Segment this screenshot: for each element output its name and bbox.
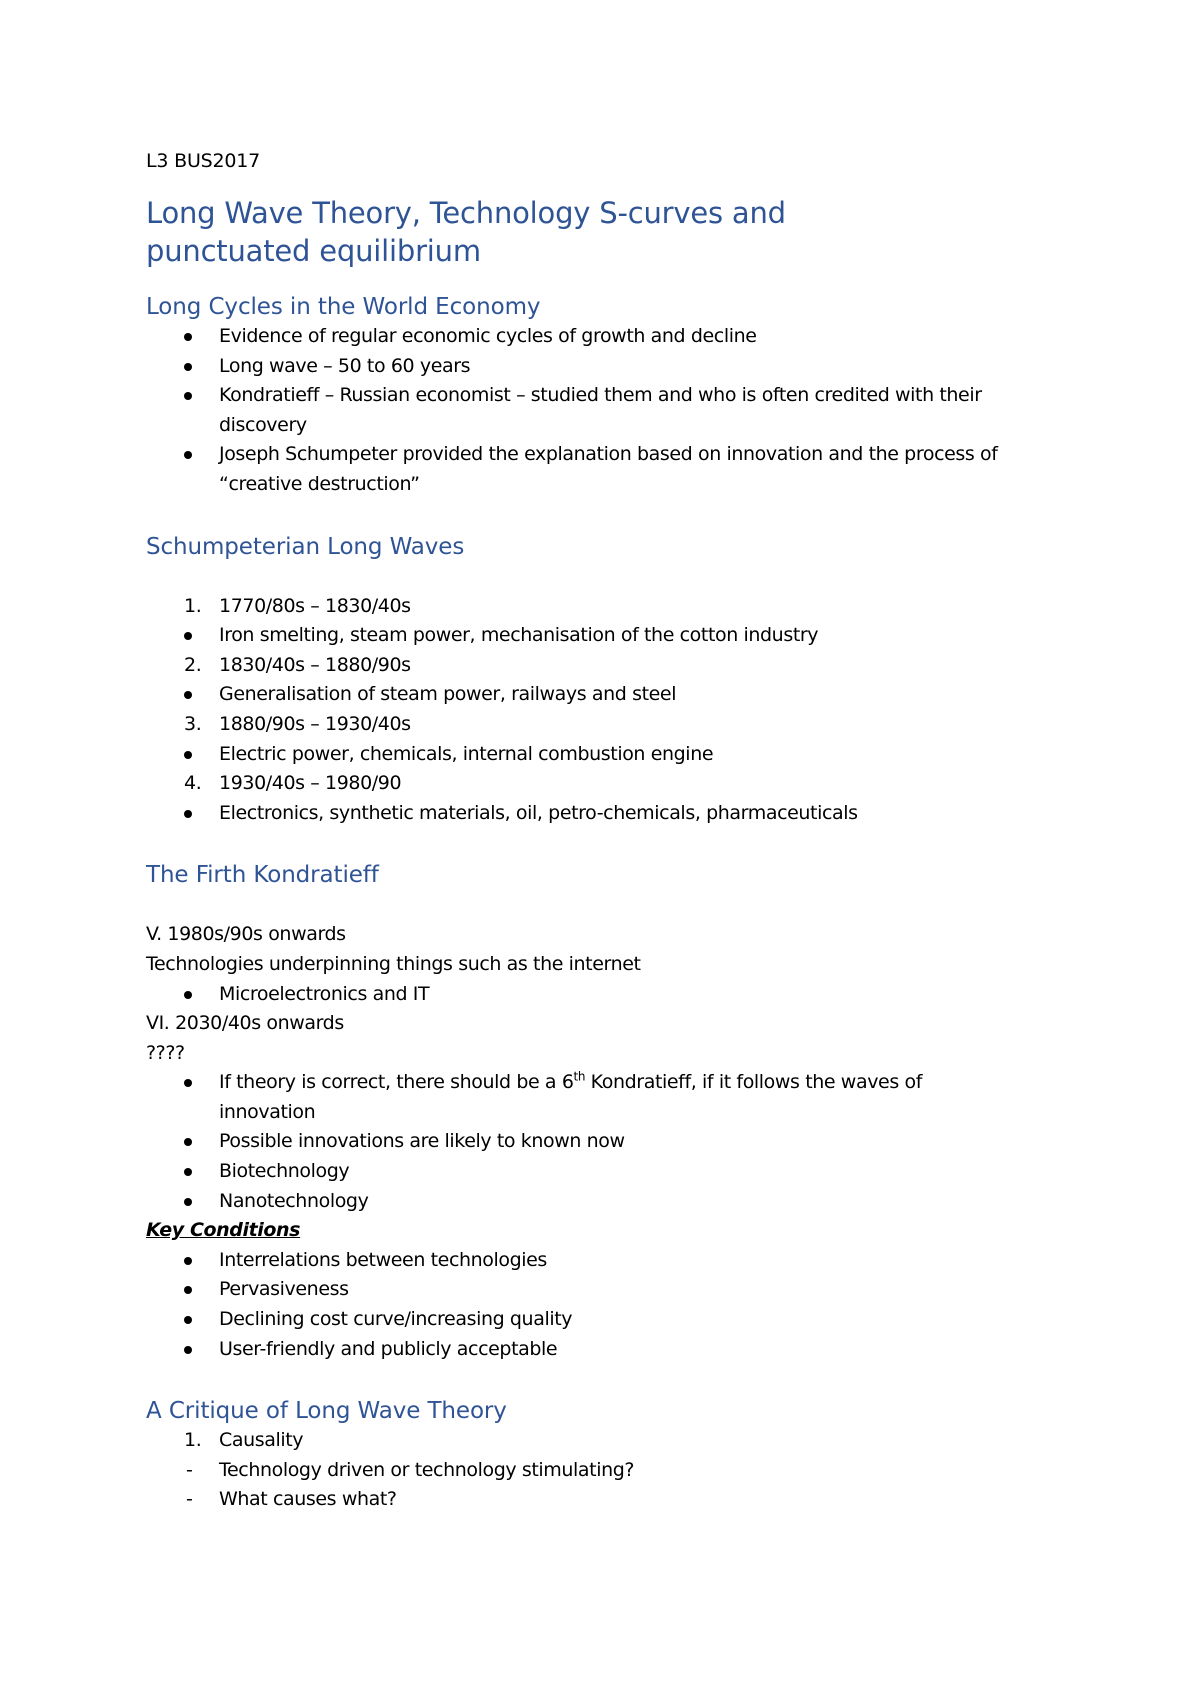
list-item: [146, 1246, 1066, 1276]
list-item: [146, 651, 1066, 681]
list-item: [146, 980, 1066, 1010]
list-item-text: Generalisation of steam power, railways and steel: [219, 683, 677, 706]
paragraph-question-marks: ????: [146, 1041, 185, 1064]
list-item-text: Possible innovations are likely to known now: [219, 1130, 625, 1153]
list-item-text: Joseph Schumpeter provided the explanation based on innovation and the process of: [219, 443, 998, 466]
list-item: [146, 322, 1066, 352]
section-heading-fifth-kondratieff: The Firth Kondratieff: [146, 862, 379, 889]
list-item-text: Long wave – 50 to 60 years: [219, 354, 471, 377]
list-item-text: Microelectronics and IT: [219, 982, 430, 1005]
list-number: 4.: [184, 772, 202, 795]
schumpeterian-list: [146, 592, 1066, 829]
list-item-text: Technology driven or technology stimulating?: [219, 1458, 635, 1481]
list-item-text: discovery: [219, 413, 307, 436]
list-item-text: Biotechnology: [219, 1160, 350, 1183]
list-item: [146, 592, 1066, 622]
list-item: [146, 1456, 1066, 1486]
list-item-text: Causality: [219, 1429, 304, 1452]
superscript: th: [573, 1069, 586, 1084]
list-item-text: Nanotechnology: [219, 1189, 369, 1212]
document-title-line-2: punctuated equilibrium: [146, 234, 481, 268]
list-item-continuation: [146, 1098, 1066, 1128]
list-item: [146, 352, 1066, 382]
long-cycles-list: [146, 322, 1066, 500]
list-item: [146, 680, 1066, 710]
list-item-text: Pervasiveness: [219, 1278, 349, 1301]
list-item: [146, 440, 1066, 470]
list-item: [146, 710, 1066, 740]
list-item: [146, 1485, 1066, 1515]
section-heading-critique: A Critique of Long Wave Theory: [146, 1398, 507, 1425]
list-item-text: 1930/40s – 1980/90: [219, 772, 402, 795]
paragraph-wave-vi: VI. 2030/40s onwards: [146, 1012, 344, 1035]
list-item: [146, 381, 1066, 411]
list-item-continuation: [146, 470, 1066, 500]
list-item-text: Electronics, synthetic materials, oil, petro-chemicals, pharmaceuticals: [219, 801, 858, 824]
list-item: [146, 769, 1066, 799]
list-item: [146, 740, 1066, 770]
paragraph-technologies: Technologies underpinning things such as the internet: [146, 952, 641, 975]
list-item: [146, 1305, 1066, 1335]
list-item: [146, 621, 1066, 651]
list-item: [146, 1157, 1066, 1187]
list-item-text: Evidence of regular economic cycles of growth and decline: [219, 325, 757, 347]
list-item: [146, 799, 1066, 829]
list-item-text: If theory is correct, there should be a 6: [219, 1071, 574, 1094]
list-number: 3.: [184, 712, 202, 735]
dash-icon: -: [186, 1488, 193, 1511]
list-item-text: What causes what?: [219, 1488, 397, 1511]
list-number: 1.: [184, 1429, 202, 1452]
document-title: [146, 194, 1066, 270]
section-heading-schumpeterian: Schumpeterian Long Waves: [146, 533, 465, 560]
list-item-text: 1770/80s – 1830/40s: [219, 594, 411, 617]
list-number: 2.: [184, 653, 202, 676]
list-item-text: “creative destruction”: [219, 472, 420, 495]
list-number: 1.: [184, 594, 202, 617]
list-item: [146, 1068, 1066, 1098]
list-item: [146, 1426, 1066, 1456]
list-item: [146, 1275, 1066, 1305]
list-item: [146, 1187, 1066, 1217]
list-item-continuation: [146, 411, 1066, 441]
list-item-text: Iron smelting, steam power, mechanisation of the cotton industry: [219, 624, 819, 647]
list-item-text: Interrelations between technologies: [219, 1248, 547, 1271]
list-item-text: Declining cost curve/increasing quality: [219, 1308, 573, 1331]
list-item-text: Kondratieff, if it follows the waves of: [585, 1071, 922, 1094]
document-title-line-1: Long Wave Theory, Technology S-curves and: [146, 196, 786, 230]
list-item-text: Electric power, chemicals, internal combustion engine: [219, 742, 714, 765]
key-conditions-label: Key Conditions: [146, 1219, 301, 1242]
section-heading-long-cycles: Long Cycles in the World Economy: [146, 294, 541, 320]
list-item-text: innovation: [219, 1100, 316, 1123]
list-item-text: 1880/90s – 1930/40s: [219, 712, 411, 735]
paragraph-wave-v: V. 1980s/90s onwards: [146, 923, 346, 946]
list-item: [146, 1335, 1066, 1365]
list-item: [146, 1127, 1066, 1157]
course-code: L3 BUS2017: [146, 150, 261, 172]
list-item-text: User-friendly and publicly acceptable: [219, 1337, 558, 1360]
list-item-text: Kondratieff – Russian economist – studied them and who is often credited with their: [219, 384, 982, 407]
dash-icon: -: [186, 1458, 193, 1481]
document-body: [146, 146, 1066, 1515]
list-item-text: 1830/40s – 1880/90s: [219, 653, 411, 676]
